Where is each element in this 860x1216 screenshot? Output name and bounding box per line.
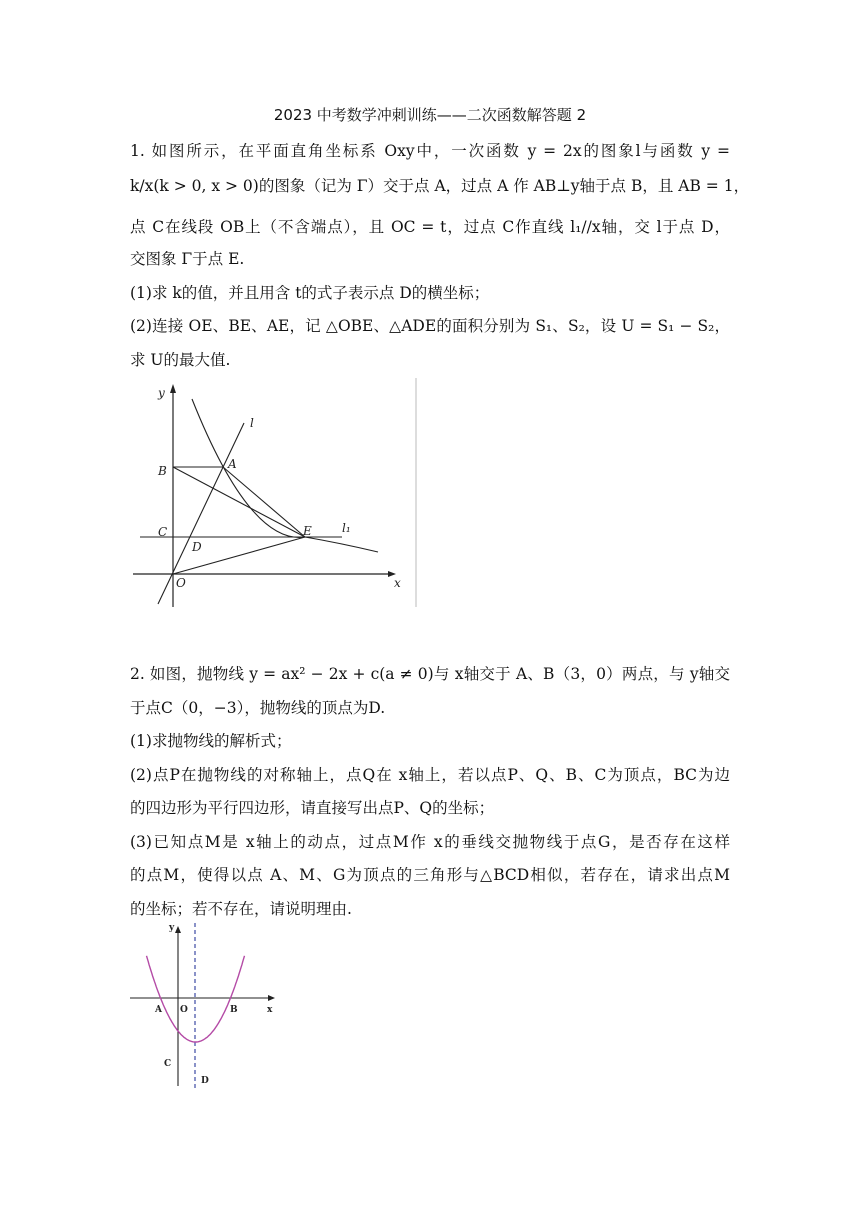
label-O: O xyxy=(176,576,186,590)
label-A: A xyxy=(155,1005,162,1015)
q2-part-2-cont: 的四边形为平行四边形，请直接写出点P、Q的坐标； xyxy=(130,799,495,817)
q1-line-1: 1. 如图所示，在平面直角坐标系 Oxy中，一次函数 y = 2x的图象l与函数 y = xyxy=(130,142,730,160)
q1-line-4: 交图象 Γ于点 E. xyxy=(130,250,245,268)
label-l1: l₁ xyxy=(342,521,351,535)
q2-part-3: (3)已知点M是 x轴上的动点，过点M作 x的垂线交抛物线于点G，是否存在这样 xyxy=(130,833,730,851)
label-C: C xyxy=(158,525,168,539)
q1-part-2: (2)连接 OE、BE、AE，记 △OBE、△ADE的面积分别为 S₁、S₂，设 U = S₁ − S₂， xyxy=(130,317,730,335)
label-y: y xyxy=(169,923,175,933)
label-C: C xyxy=(164,1059,172,1069)
q1-line-2: k/x(k > 0, x > 0)的图象（记为 Γ）交于点 A，过点 A 作 AB⊥y轴于点 B，且 AB = 1， xyxy=(130,177,750,195)
q2-figure xyxy=(125,918,285,1093)
q1-line-3: 点 C在线段 OB上（不含端点），且 OC = t，过点 C作直线 l₁//x轴，交 l于点 D， xyxy=(130,218,730,236)
segment-AE xyxy=(223,467,305,537)
q2-part-3-cont: 的点M，使得以点 A、M、G为顶点的三角形与△BCD相似，若存在，请求出点M xyxy=(130,866,730,884)
segment-BE xyxy=(173,467,305,537)
page-title: 2023 中考数学冲刺训练——二次函数解答题 2 xyxy=(273,106,587,124)
label-D: D xyxy=(201,1076,209,1086)
y-axis-arrow-icon xyxy=(175,926,181,933)
q2-part-2: (2)点P在抛物线的对称轴上，点Q在 x轴上，若以点P、Q、B、C为顶点，BC为边 xyxy=(130,766,730,784)
label-l: l xyxy=(250,416,254,430)
q2-line-1: 2. 如图，抛物线 y = ax² − 2x + c(a ≠ 0)与 x轴交于 A、B（3，0）两点，与 y轴交 xyxy=(130,665,730,683)
q1-part-2-cont: 求 U的最大值. xyxy=(130,351,231,369)
label-D: D xyxy=(192,540,202,554)
q2-part-3-end: 的坐标；若不存在，请说明理由. xyxy=(130,900,352,918)
x-axis-arrow-icon xyxy=(268,995,275,1001)
label-O: O xyxy=(180,1005,188,1015)
q2-line-2: 于点C（0，−3），抛物线的顶点为D. xyxy=(130,699,386,717)
label-x: x xyxy=(394,576,401,590)
q1-figure xyxy=(130,375,430,615)
q2-part-1: (1)求抛物线的解析式； xyxy=(130,732,292,750)
label-E: E xyxy=(303,524,312,538)
label-B: B xyxy=(230,1005,238,1015)
line-l xyxy=(158,423,244,604)
label-y: y xyxy=(158,386,165,400)
label-x: x xyxy=(267,1005,273,1015)
label-B: B xyxy=(158,464,167,478)
q1-part-1: (1)求 k的值，并且用含 t的式子表示点 D的横坐标； xyxy=(130,284,490,302)
label-A: A xyxy=(228,457,237,471)
y-axis-arrow-icon xyxy=(170,384,176,393)
